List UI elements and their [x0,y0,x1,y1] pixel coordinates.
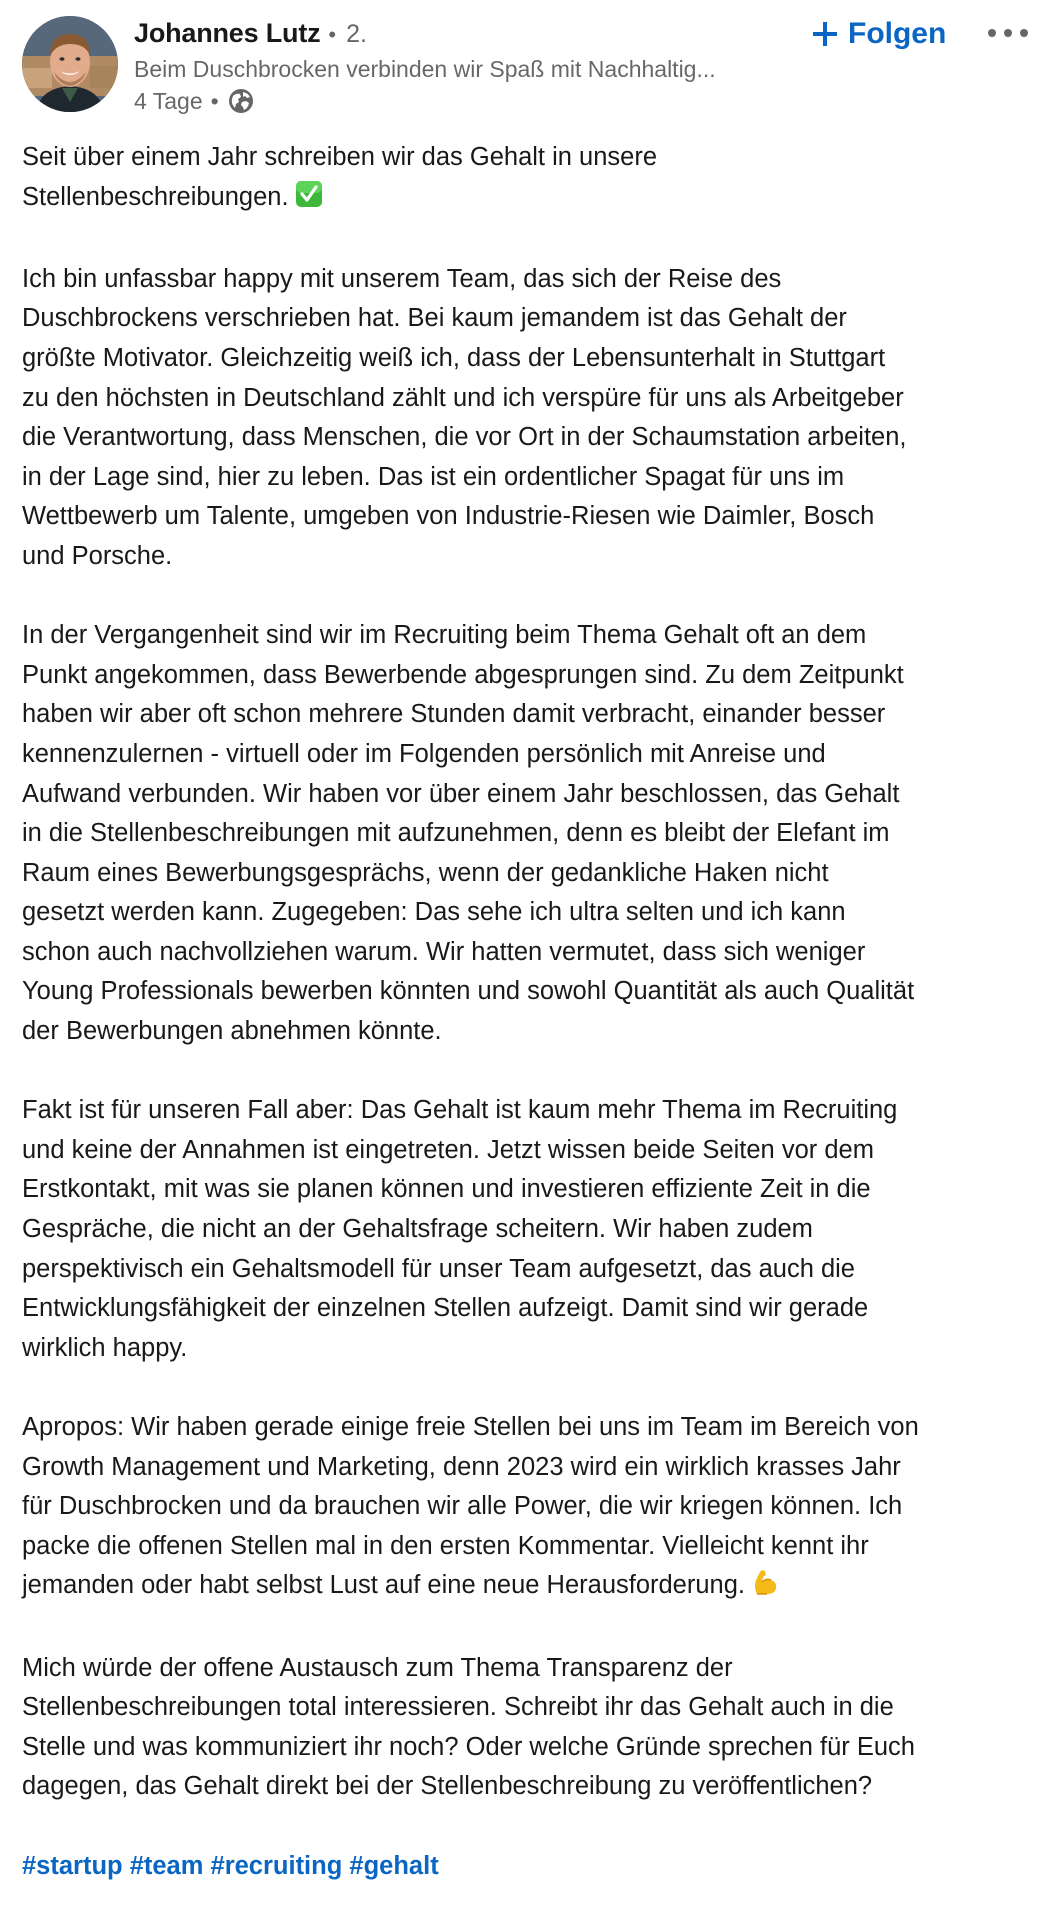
text-line: Duschbrockens verschrieben hat. Bei kaum jemandem ist das Gehalt der [22,304,847,333]
text-line: Erstkontakt, mit was sie planen können und investieren effiziente Zeit in die [22,1175,871,1204]
text-line: zu den höchsten in Deutschland zählt und ich verspüre für uns als Arbeitgeber [22,383,904,412]
post-paragraph-3 [22,616,1037,1052]
text-line-content: jemanden oder habt selbst Lust auf eine neue Herausforderung. [22,1571,745,1600]
text-line: Ich bin unfassbar happy mit unserem Team, das sich der Reise des [22,264,782,293]
text-line: Growth Management und Marketing, denn 2023 wird ein wirklich krasses Jahr [22,1452,901,1481]
actor-name[interactable]: Johannes Lutz [134,18,321,48]
text-line: für Duschbrocken und da brauchen wir alle Power, die wir kriegen können. Ich [22,1492,903,1521]
post-header [0,0,1056,130]
text-line [22,178,1037,221]
hashtag-startup[interactable]: #startup [22,1851,123,1880]
text-line: Stelle und was kommuniziert ihr noch? Oder welche Gründe sprechen für Euch [22,1732,915,1761]
text-line: gesetzt werden kann. Zugegeben: Das sehe ich ultra selten und ich kann [22,898,846,927]
text-line: Fakt ist für unseren Fall aber: Das Gehalt ist kaum mehr Thema im Recruiting [22,1096,898,1125]
post-paragraph-6 [22,1649,1037,1807]
post-time: 4 Tage [134,87,203,114]
actor-description: Beim Duschbrocken verbinden wir Spaß mit Nachhaltig... [134,56,716,82]
avatar-photo-icon [22,16,118,112]
follow-button[interactable] [812,12,946,56]
text-line: Wettbewerb um Talente, umgeben von Industrie-Riesen wie Daimler, Bosch [22,502,875,531]
text-line: perspektivisch ein Gehaltsmodell für unser Team aufgesetzt, das auch die [22,1254,855,1283]
text-line: Punkt angekommen, dass Bewerbende abgesprungen sind. Zu dem Zeitpunkt [22,660,904,689]
hashtag-recruiting[interactable]: #recruiting [210,1851,343,1880]
hashtag-gehalt[interactable]: #gehalt [349,1851,439,1880]
text-line: kennenzulernen - virtuell oder im Folgenden persönlich mit Anreise und [22,739,826,768]
text-line: Seit über einem Jahr schreiben wir das Gehalt in unsere [22,143,657,171]
text-line: wirklich happy. [22,1333,188,1362]
text-line: In der Vergangenheit sind wir im Recruiting beim Thema Gehalt oft an dem [22,621,867,650]
more-options-button[interactable] [984,18,1032,48]
text-line: Stellenbeschreibungen total interessieren. Schreibt ihr das Gehalt auch in die [22,1693,894,1722]
plus-icon [812,21,838,47]
connection-degree: 2. [346,20,367,48]
text-line: die Verantwortung, dass Menschen, die vor Ort in der Schaumstation arbeiten, [22,423,907,452]
avatar[interactable] [22,16,118,112]
globe-icon [227,87,255,115]
post-meta [134,87,255,115]
text-line: und Porsche. [22,541,173,570]
text-line: und keine der Annahmen ist eingetreten. Jetzt wissen beide Seiten vor dem [22,1135,874,1164]
hashtag-team[interactable]: #team [129,1851,204,1880]
flexed-biceps-emoji [751,1568,779,1609]
check-mark-button-emoji [295,180,323,221]
meta-separator: • [210,87,219,114]
post-paragraph-5 [22,1408,1037,1609]
text-line: schon auch nachvollziehen warum. Wir hatten vermutet, dass sich weniger [22,937,866,966]
post-paragraph-4 [22,1091,1037,1368]
hashtag-list [22,1847,1037,1887]
text-line: Raum eines Bewerbungsgesprächs, wenn der gedankliche Haken nicht [22,858,829,887]
text-line: Gespräche, die nicht an der Gehaltsfrage scheitern. Wir haben zudem [22,1215,813,1244]
text-line: Young Professionals bewerben könnten und sowohl Quantität als auch Qualität [22,977,915,1006]
text-line: Apropos: Wir haben gerade einige freie Stellen bei uns im Team im Bereich von [22,1413,919,1441]
follow-label: Folgen [848,17,947,50]
post-text [22,138,1037,1926]
text-line: größte Motivator. Gleichzeitig weiß ich, dass der Lebensunterhalt in Stuttgart [22,343,886,372]
text-line: der Bewerbungen abnehmen könnte. [22,1017,442,1046]
text-line: haben wir aber oft schon mehrere Stunden damit verbracht, einander besser [22,700,886,729]
text-line: in die Stellenbeschreibungen mit aufzunehmen, denn es bleibt der Elefant im [22,819,890,848]
text-line [22,1566,1037,1609]
post-paragraph-1 [22,138,1037,220]
text-line-content: Stellenbeschreibungen. [22,182,289,211]
text-line: packe die offenen Stellen mal in den ersten Kommentar. Vielleicht kennt ihr [22,1531,869,1560]
actor-name-row [134,18,367,52]
text-line: in der Lage sind, hier zu leben. Das ist ein ordentlicher Spagat für uns im [22,462,845,491]
ellipsis-icon [986,28,1030,38]
text-line: Entwicklungsfähigkeit der einzelnen Stellen aufzeigt. Damit sind wir gerade [22,1294,869,1323]
text-line: dagegen, das Gehalt direkt bei der Stellenbeschreibung zu veröffentlichen? [22,1772,873,1801]
text-line: Aufwand verbunden. Wir haben vor über einem Jahr beschlossen, das Gehalt [22,779,900,808]
text-line: Mich würde der offene Austausch zum Thema Transparenz der [22,1653,733,1682]
degree-separator: • [328,22,337,47]
post-paragraph-2 [22,260,1037,577]
